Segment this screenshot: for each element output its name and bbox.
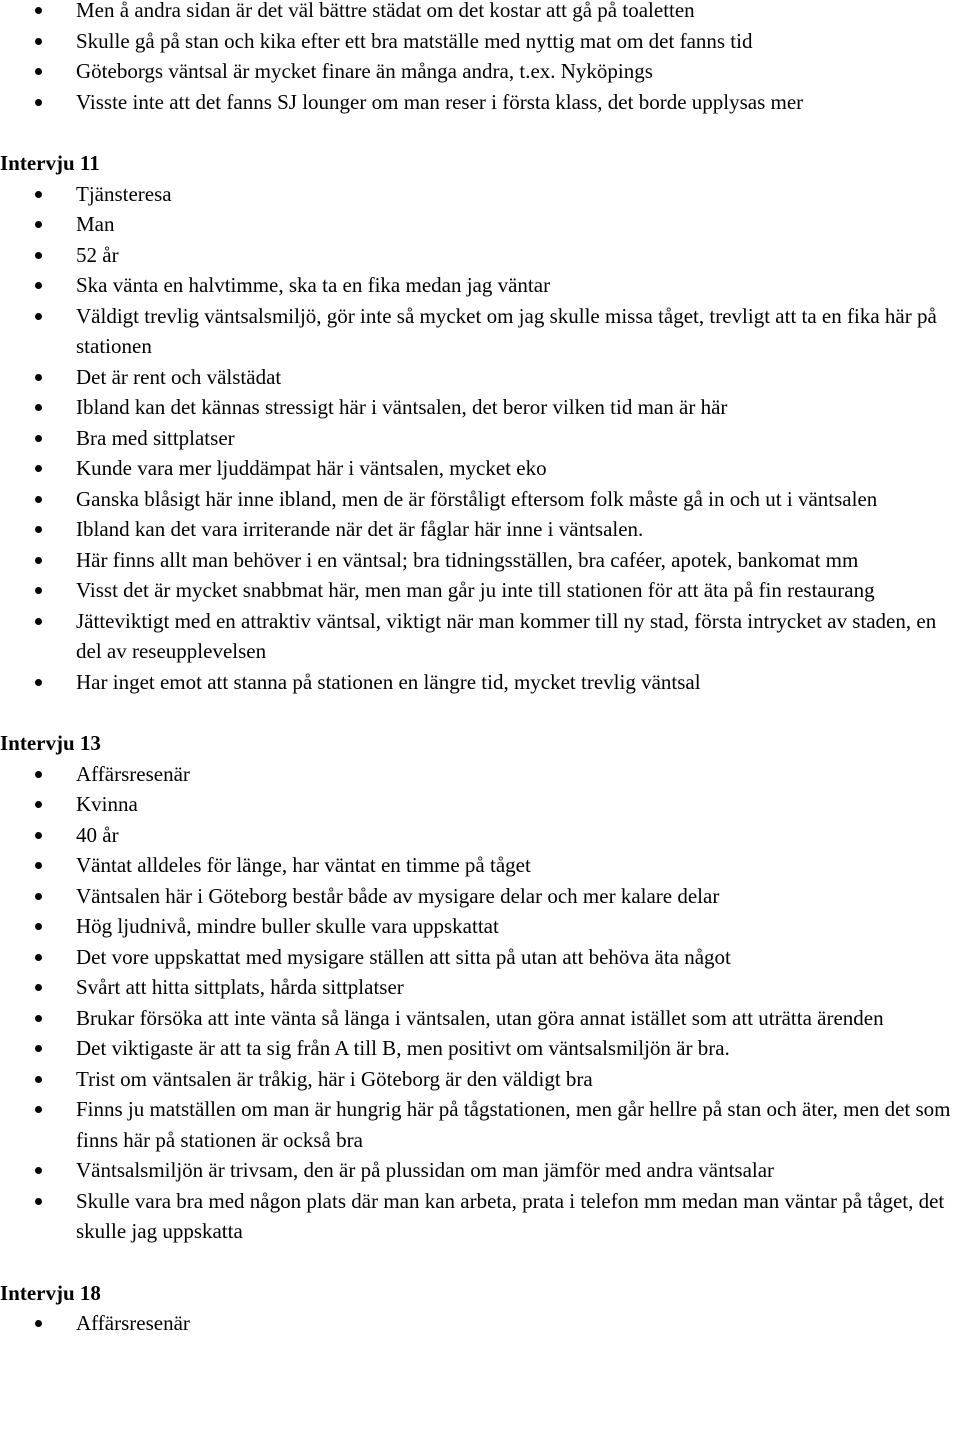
list-item: Väldigt trevlig väntsalsmiljö, gör inte så mycket om jag skulle missa tåget, trevligt att ta en fika här på stationen bbox=[0, 301, 960, 362]
interview-13-heading: Intervju 13 bbox=[0, 731, 101, 755]
interview-13-list bbox=[0, 759, 960, 1247]
interview-11-heading: Intervju 11 bbox=[0, 151, 100, 175]
interview-18-list bbox=[0, 1308, 960, 1339]
list-item: Affärsresenär bbox=[0, 759, 960, 790]
list-item: Visst det är mycket snabbmat här, men man går ju inte till stationen för att äta på fin restaurang bbox=[0, 575, 960, 606]
list-item: Ska vänta en halvtimme, ska ta en fika medan jag väntar bbox=[0, 270, 960, 301]
list-item: Affärsresenär bbox=[0, 1308, 960, 1339]
list-item: Det viktigaste är att ta sig från A till B, men positivt om väntsalsmiljön är bra. bbox=[0, 1033, 960, 1064]
list-item: Här finns allt man behöver i en väntsal; bra tidningsställen, bra caféer, apotek, bankomat mm bbox=[0, 545, 960, 576]
list-item: Ibland kan det vara irriterande när det är fåglar här inne i väntsalen. bbox=[0, 514, 960, 545]
list-item: Ibland kan det kännas stressigt här i väntsalen, det beror vilken tid man är här bbox=[0, 392, 960, 423]
interview-11-list bbox=[0, 179, 960, 698]
list-item: Bra med sittplatser bbox=[0, 423, 960, 454]
list-item: Skulle vara bra med någon plats där man kan arbeta, prata i telefon mm medan man väntar på tåget, det skulle jag uppskatta bbox=[0, 1186, 960, 1247]
list-item: Väntsalen här i Göteborg består både av mysigare delar och mer kalare delar bbox=[0, 881, 960, 912]
list-item: Man bbox=[0, 209, 960, 240]
intro-list bbox=[0, 0, 960, 117]
list-item: Tjänsteresa bbox=[0, 179, 960, 210]
list-item: Jätteviktigt med en attraktiv väntsal, viktigt när man kommer till ny stad, första intrycket av staden, en del av reseupplevelsen bbox=[0, 606, 960, 667]
list-item: Väntsalsmiljön är trivsam, den är på plussidan om man jämför med andra väntsalar bbox=[0, 1155, 960, 1186]
interview-18-heading: Intervju 18 bbox=[0, 1280, 101, 1305]
list-item: Brukar försöka att inte vänta så länga i väntsalen, utan göra annat istället som att uträtta ärenden bbox=[0, 1003, 960, 1034]
list-item: Hög ljudnivå, mindre buller skulle vara uppskattat bbox=[0, 911, 960, 942]
list-item: Visste inte att det fanns SJ lounger om man reser i första klass, det borde upplysas mer bbox=[0, 87, 960, 118]
list-item: Kvinna bbox=[0, 789, 960, 820]
list-item: Finns ju matställen om man är hungrig här på tågstationen, men går hellre på stan och äter, men det som finns här på stationen är också bra bbox=[0, 1094, 960, 1155]
list-item: 40 år bbox=[0, 820, 960, 851]
list-item: Ganska blåsigt här inne ibland, men de är förståligt eftersom folk måste gå in och ut i väntsalen bbox=[0, 484, 960, 515]
list-item: Det är rent och välstädat bbox=[0, 362, 960, 393]
list-item: Väntat alldeles för länge, har väntat en timme på tåget bbox=[0, 850, 960, 881]
list-item: Det vore uppskattat med mysigare ställen att sitta på utan att behöva äta något bbox=[0, 942, 960, 973]
list-item: 52 år bbox=[0, 240, 960, 271]
list-item: Trist om väntsalen är tråkig, här i Göteborg är den väldigt bra bbox=[0, 1064, 960, 1095]
list-item: Göteborgs väntsal är mycket finare än många andra, t.ex. Nyköpings bbox=[0, 56, 960, 87]
list-item: Kunde vara mer ljuddämpat här i väntsalen, mycket eko bbox=[0, 453, 960, 484]
list-item: Skulle gå på stan och kika efter ett bra matställe med nyttig mat om det fanns tid bbox=[0, 26, 960, 57]
list-item: Svårt att hitta sittplats, hårda sittplatser bbox=[0, 972, 960, 1003]
list-item: Men å andra sidan är det väl bättre städat om det kostar att gå på toaletten bbox=[0, 0, 960, 26]
list-item: Har inget emot att stanna på stationen en längre tid, mycket trevlig väntsal bbox=[0, 667, 960, 698]
